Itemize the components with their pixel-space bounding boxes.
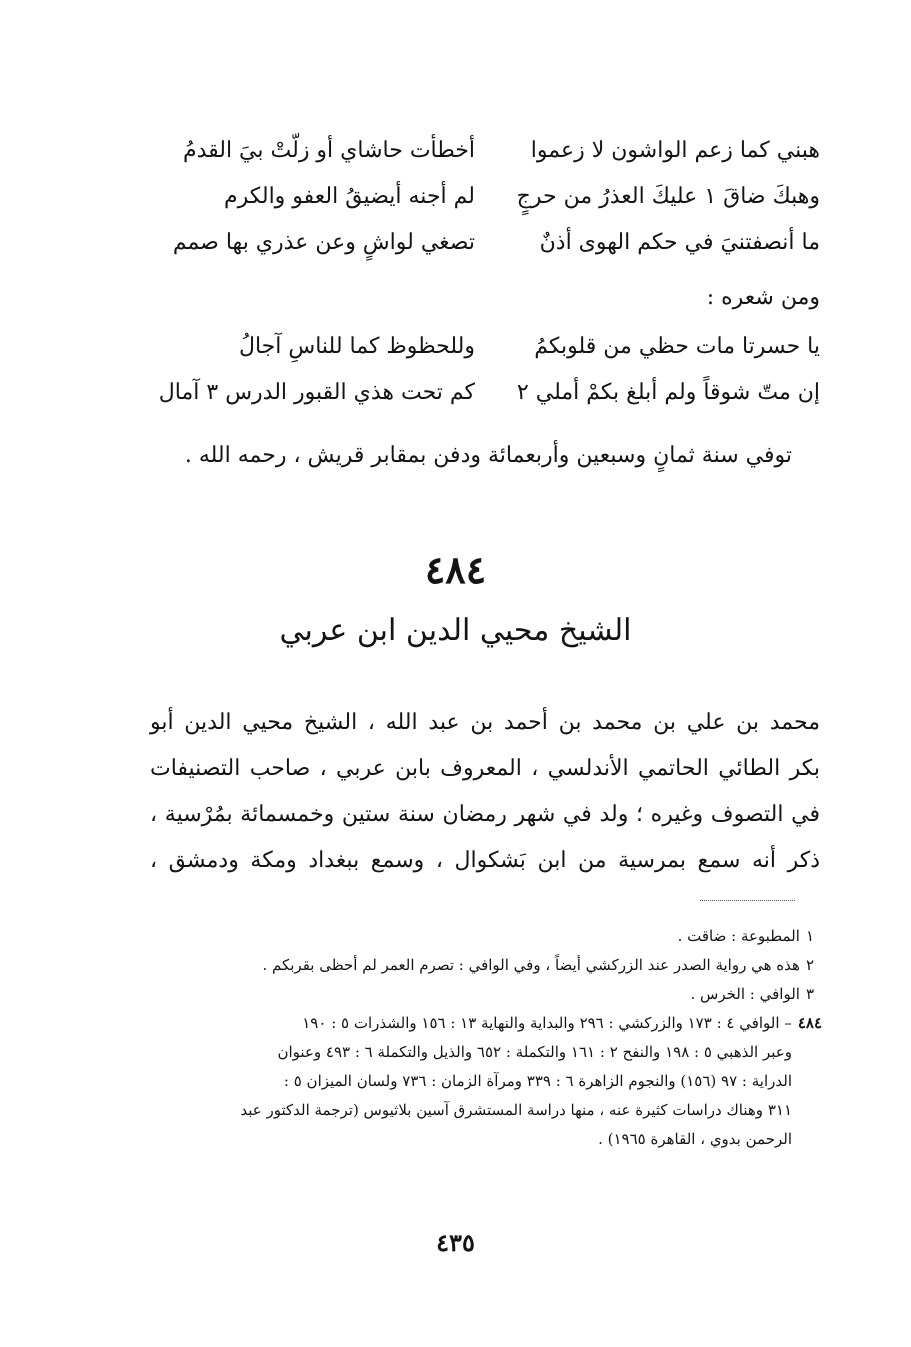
footnote-text: المطبوعة : ضاقت .: [677, 927, 800, 945]
source-line: وعبر الذهبي ٥ : ١٩٨ والنفح ٢ : ١٦١ والتكملة : ٦٥٢ والذيل والتكملة ٦ : ٤٩٣ وعنوان: [277, 1043, 792, 1061]
verse-line: [145, 174, 820, 220]
verse-first-hemistich: وهبكَ ضاقَ ١ عليكَ العذرُ من حرجٍ: [516, 184, 820, 209]
verse-line: [145, 128, 820, 174]
verse-first-hemistich: ما أنصفتنيَ في حكم الهوى أذنٌ: [539, 230, 820, 255]
source-text: – الوافي ٤ : ١٧٣ والزركشي : ٢٩٦ والبداية والنهاية ١٣ : ١٥٦ والشذرات ٥ : ١٩٠: [302, 1014, 792, 1032]
source-line: الرحمن بدوي ، القاهرة ١٩٦٥) .: [598, 1130, 792, 1148]
verse-line: [145, 370, 820, 416]
verse-line: [145, 324, 820, 370]
footnotes: [125, 922, 822, 1154]
verse-line: [145, 220, 820, 266]
verse-second-hemistich: أخطأت حاشاي أو زلّتْ بيَ القدمُ: [182, 138, 475, 163]
verse-first-hemistich: إن متّ شوقاً ولم أبلغ بكمْ أملي ٢: [516, 380, 820, 405]
poetry-intro: ومن شعره :: [706, 285, 820, 310]
footnote: [125, 951, 822, 980]
body-line: ذكر أنه سمع بمرسية من ابن بَشكوال ، وسمع ببغداد ومكة ودمشق ،: [150, 848, 820, 873]
source-line: الدراية : ٩٧ (١٥٦) والنجوم الزاهرة ٦ : ٣٣٩ ومرآة الزمان : ٧٣٦ ولسان الميزان ٥ :: [283, 1072, 792, 1090]
footnote-text: الوافي : الخرس .: [690, 985, 800, 1003]
source-line: ٣١١ وهناك دراسات كثيرة عنه ، منها دراسة المستشرق آسين بلاثيوس (ترجمة الدكتور عبد: [240, 1101, 792, 1119]
verse-first-hemistich: هبني كما زعم الواشون لا زعموا: [530, 138, 820, 163]
footnote-text: هذه هي رواية الصدر عند الزركشي أيضاً ، وفي الوافي : تصرم العمر لم أحظى بقربكم .: [262, 956, 800, 974]
footnote: [125, 922, 822, 951]
body-line: بكر الطائي الحاتمي الأندلسي ، المعروف بابن عربي ، صاحب التصنيفات: [150, 756, 820, 781]
footnote-divider: [700, 900, 795, 901]
biography-text: [150, 700, 820, 884]
source-references: [125, 1009, 822, 1154]
entry-number: ٤٨٤: [424, 547, 487, 592]
verse-second-hemistich: وللحظوظ كما للناسِ آجالُ: [238, 334, 475, 359]
footnote-number: ١: [805, 927, 814, 945]
footnote: [125, 980, 822, 1009]
source-first-line: [125, 1009, 822, 1038]
death-note: توفي سنة ثمانٍ وسبعين وأربعمائة ودفن بمقابر قريش ، رحمه الله .: [184, 443, 792, 468]
body-line: في التصوف وغيره ؛ ولد في شهر رمضان سنة ستين وخمسمائة بمُرْسية ،: [150, 802, 820, 827]
source-entry-number: ٤٨٤: [797, 1014, 822, 1032]
verse-second-hemistich: تصغي لواشٍ وعن عذري بها صمم: [172, 230, 475, 255]
verse-second-hemistich: لم أجنه أيضيقُ العفو والكرم: [223, 184, 475, 209]
footnote-number: ٣: [805, 985, 814, 1003]
poem-bottom: [145, 324, 820, 416]
poem-top: [145, 128, 820, 266]
verse-second-hemistich: كم تحت هذي القبور الدرس ٣ آمال: [158, 380, 475, 405]
footnote-number: ٢: [805, 956, 814, 974]
page-number: ٤٣٥: [436, 1228, 475, 1257]
body-line: محمد بن علي بن محمد بن أحمد بن عبد الله ، الشيخ محيي الدين أبو: [150, 710, 820, 735]
verse-first-hemistich: يا حسرتا مات حظي من قلوبكمُ: [534, 334, 820, 359]
entry-title: الشيخ محيي الدين ابن عربي: [279, 613, 632, 648]
